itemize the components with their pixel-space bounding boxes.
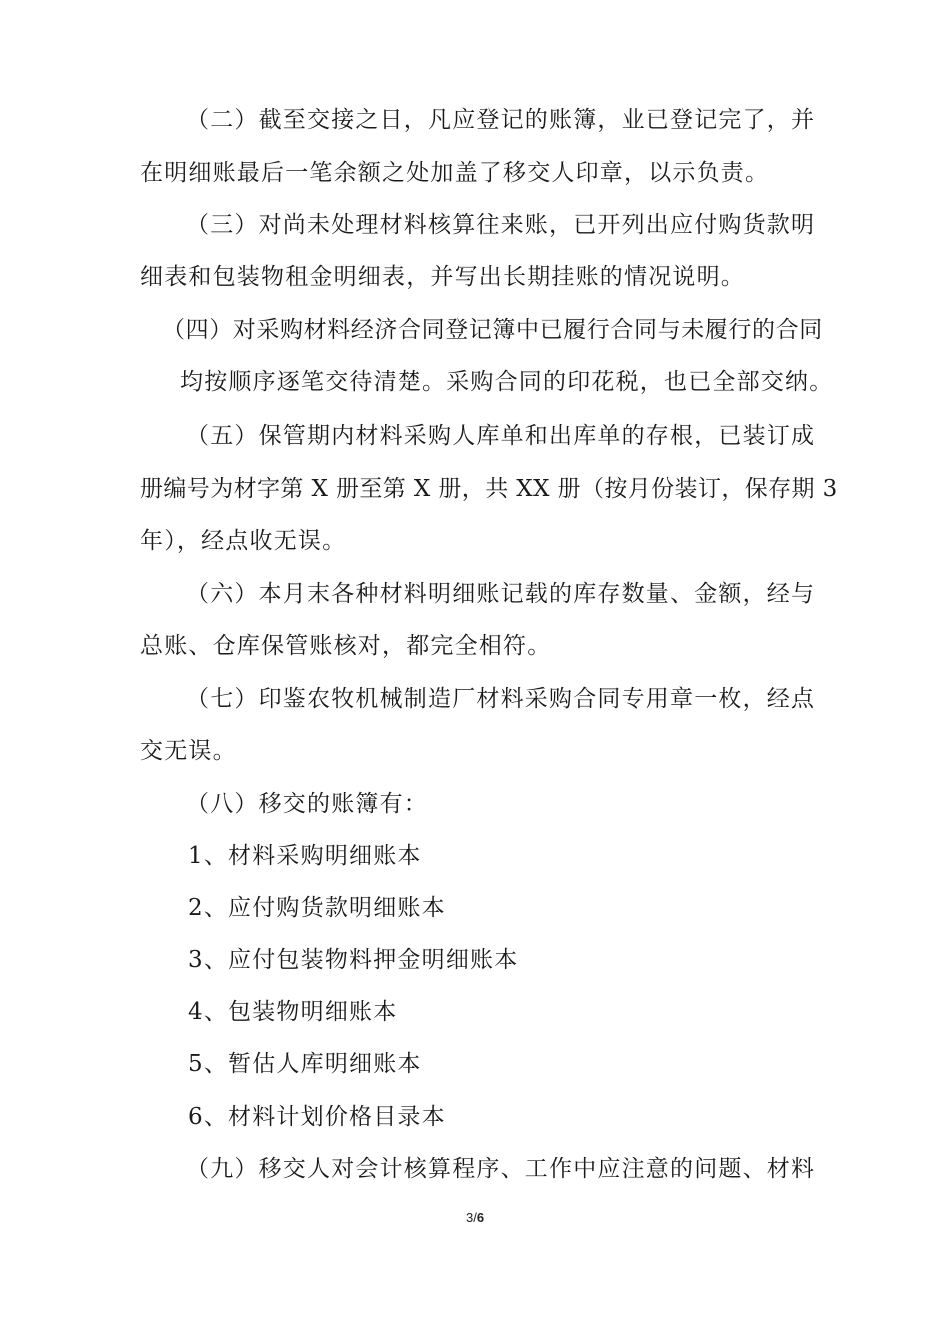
paragraph-3-line-1: （三）对尚未处理材料核算往来账，已开列出应付购货款明 xyxy=(186,212,816,238)
paragraph-4-line-1: （四）对采购材料经济合同登记簿中已履行合同与未履行的合同 xyxy=(162,317,823,343)
list-item-2: 2、应付购货款明细账本 xyxy=(188,895,446,921)
current-page-number: 3 xyxy=(465,1210,474,1225)
list-item-4: 4、包装物明细账本 xyxy=(188,999,398,1025)
paragraph-6-line-2: 总账、仓库保管账核对，都完全相符。 xyxy=(140,633,552,659)
paragraph-2-line-1: （二）截至交接之日，凡应登记的账簿，业已登记完了，并 xyxy=(186,107,816,133)
paragraph-9-line-1: （九）移交人对会计核算程序、工作中应注意的问题、材料 xyxy=(186,1156,816,1182)
list-item-5: 5、暂估人库明细账本 xyxy=(188,1051,422,1077)
paragraph-8-heading: （八）移交的账簿有： xyxy=(186,791,428,817)
page-number xyxy=(0,1210,950,1225)
paragraph-5-line-1: （五）保管期内材料采购人库单和出库单的存根，已装订成 xyxy=(186,423,816,449)
list-item-6: 6、材料计划价格目录本 xyxy=(188,1104,446,1130)
paragraph-6-line-1: （六）本月末各种材料明细账记载的库存数量、金额，经与 xyxy=(186,581,816,607)
page-separator: / xyxy=(473,1210,477,1225)
paragraph-7-line-2: 交无误。 xyxy=(140,738,237,764)
paragraph-5-line-2: 册编号为材字第 X 册至第 X 册，共 XX 册（按月份装订，保存期 3 xyxy=(140,476,838,502)
list-item-3: 3、应付包装物料押金明细账本 xyxy=(188,947,519,973)
paragraph-3-line-2: 细表和包装物租金明细表，并写出长期挂账的情况说明。 xyxy=(140,264,745,290)
paragraph-4-line-2: 均按顺序逐笔交待清楚。采购合同的印花税，也已全部交纳。 xyxy=(180,369,834,395)
list-item-1: 1、材料采购明细账本 xyxy=(188,843,422,869)
paragraph-2-line-2: 在明细账最后一笔余额之处加盖了移交人印章，以示负责。 xyxy=(140,160,770,186)
paragraph-7-line-1: （七）印鉴农牧机械制造厂材料采购合同专用章一枚，经点 xyxy=(186,686,816,712)
total-page-count: 6 xyxy=(476,1210,485,1225)
paragraph-5-line-3: 年），经点收无误。 xyxy=(140,528,347,554)
